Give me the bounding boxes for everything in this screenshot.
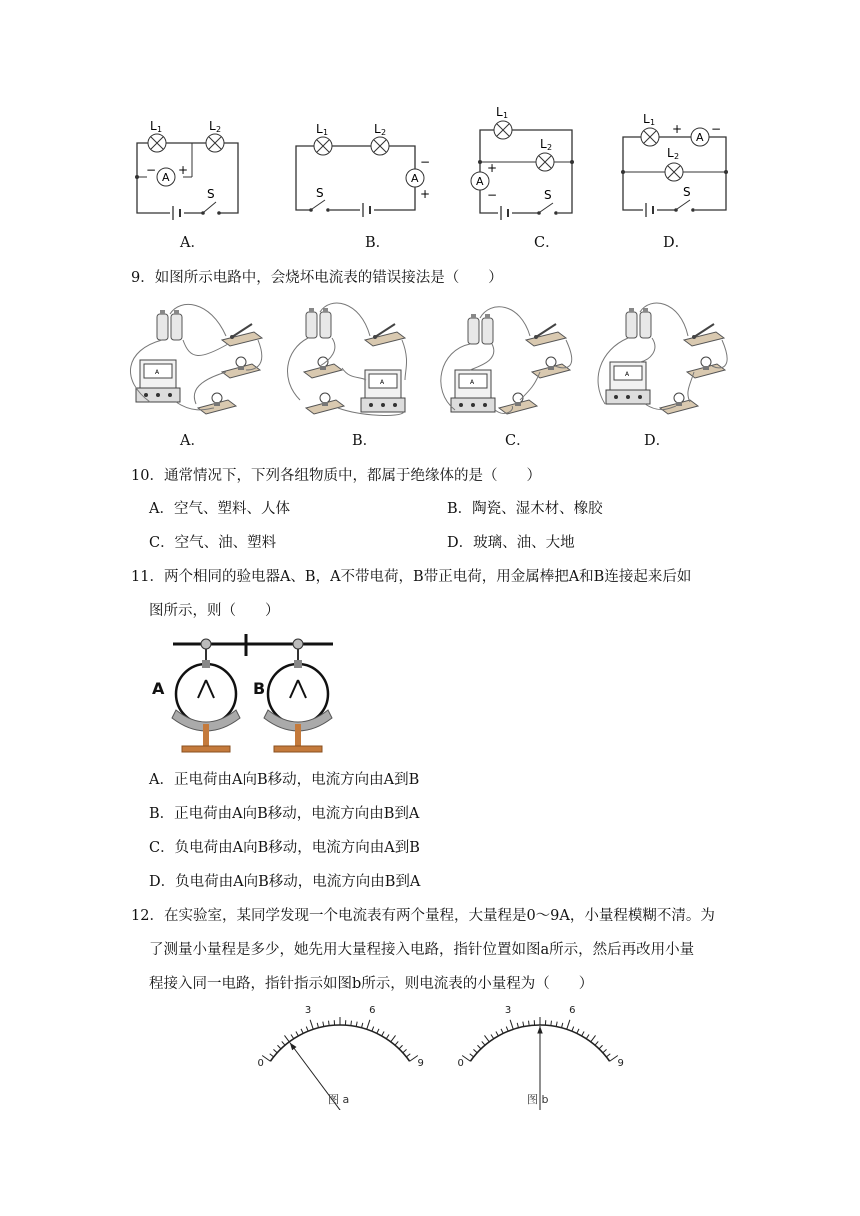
electroscope-figure (148, 632, 338, 757)
scale-tick (403, 1049, 407, 1052)
scale-tick (496, 1032, 498, 1036)
ammeter-icon (691, 128, 709, 146)
scale-tick (270, 1054, 274, 1057)
scale-tick (273, 1049, 277, 1052)
q11-option-a[interactable]: A．正电荷由A向B移动，电流方向由A到B (149, 772, 420, 788)
needle-b-head (537, 1026, 542, 1034)
scale-tick (595, 1041, 598, 1045)
scale-tick (277, 1045, 280, 1049)
svg-text:1: 1 (650, 118, 656, 127)
q8-option-c[interactable]: C． (534, 235, 560, 251)
lamp-icon (494, 121, 512, 139)
svg-text:L: L (496, 105, 503, 119)
electroscope-label-b: B (253, 679, 266, 698)
scale-tick (517, 1023, 518, 1028)
q11-option-b[interactable]: B．正电荷由A向B移动，电流方向由B到A (149, 806, 420, 822)
svg-text:S: S (544, 188, 552, 202)
q10-option-d[interactable]: D．玻璃、油、大地 (447, 535, 575, 551)
scale-label: 0 (457, 1057, 464, 1069)
svg-text:A: A (162, 171, 170, 184)
scale-tick (482, 1041, 485, 1045)
scale-label: 6 (369, 1005, 376, 1017)
scale-tick (562, 1023, 563, 1028)
q11-option-c[interactable]: C．负电荷由A向B移动，电流方向由A到B (149, 840, 420, 856)
scale-tick (282, 1041, 285, 1045)
lamp-icon (314, 137, 332, 155)
svg-text:1: 1 (503, 111, 509, 120)
fig-a-caption: 图 a (328, 1093, 350, 1106)
lamp-icon (148, 134, 166, 152)
q8-option-a[interactable]: A． (180, 235, 205, 251)
svg-text:1: 1 (157, 125, 163, 134)
svg-text:+: + (178, 163, 189, 177)
q9-stem: 9．如图所示电路中，会烧坏电流表的错误接法是（ ） (131, 270, 503, 286)
scale-tick (382, 1032, 384, 1036)
svg-text:L: L (667, 146, 674, 160)
q9-figure-b (288, 303, 407, 415)
scale-tick (399, 1045, 402, 1049)
scale-tick (551, 1021, 552, 1026)
scale-tick (301, 1029, 303, 1034)
electroscope-label-a: A (152, 679, 165, 698)
svg-text:A: A (696, 131, 704, 144)
svg-text:L: L (316, 122, 323, 136)
svg-text:2: 2 (547, 143, 553, 152)
scale-tick (591, 1035, 596, 1041)
q9-option-b[interactable]: B． (352, 433, 378, 449)
q9-figure-d (598, 303, 727, 414)
svg-text:2: 2 (674, 152, 680, 161)
q8-option-d[interactable]: D． (663, 235, 690, 251)
scale-tick (351, 1021, 352, 1026)
svg-text:L: L (643, 112, 650, 126)
svg-text:−: − (487, 188, 498, 202)
q9-apparatus-images: A (0, 300, 860, 425)
scale-tick (556, 1022, 557, 1027)
lamp-icon (371, 137, 389, 155)
scale-tick (501, 1029, 503, 1034)
scale-tick (296, 1032, 298, 1036)
svg-text:S: S (316, 186, 324, 200)
fig-b-caption: 图 b (527, 1093, 549, 1106)
q10-option-c[interactable]: C．空气、油、塑料 (149, 535, 277, 551)
circuit-c (471, 105, 574, 222)
svg-text:−: − (711, 122, 722, 136)
q10-option-a[interactable]: A．空气、塑料、人体 (149, 501, 290, 517)
q11-option-d[interactable]: D．负电荷由A向B移动，电流方向由B到A (149, 874, 421, 890)
scale-tick (586, 1035, 589, 1039)
scale-tick (529, 1021, 530, 1026)
q9-option-d[interactable]: D． (644, 433, 671, 449)
scale-tick (356, 1022, 357, 1027)
svg-text:S: S (207, 187, 215, 201)
svg-text:+: + (420, 187, 431, 201)
scale-tick (491, 1035, 494, 1039)
svg-text:L: L (150, 119, 157, 133)
ammeter-dials (240, 1005, 640, 1110)
scale-tick (577, 1029, 579, 1034)
scale-tick (567, 1020, 570, 1029)
circuit-b (296, 122, 430, 219)
ammeter-icon (406, 169, 424, 187)
scale-tick (291, 1035, 294, 1039)
scale-tick (603, 1049, 607, 1052)
q9-figure-c (441, 307, 572, 414)
circuit-a (135, 119, 238, 222)
lamp-icon (665, 163, 683, 181)
scale-tick (386, 1035, 389, 1039)
svg-text:S: S (683, 185, 691, 199)
scale-tick (391, 1035, 396, 1041)
scale-tick (523, 1022, 524, 1027)
scale-label: 9 (417, 1057, 424, 1069)
scale-tick (484, 1035, 489, 1041)
ammeter-icon (157, 168, 175, 186)
scale-label: 0 (257, 1057, 264, 1069)
q11-stem-line1: 11．两个相同的验电器A、B，A不带电荷，B带正电荷，用金属棒把A和B连接起来后如 (131, 569, 692, 585)
scale-tick (572, 1027, 574, 1032)
svg-text:L: L (374, 122, 381, 136)
lamp-icon (206, 134, 224, 152)
scale-tick (606, 1054, 610, 1057)
scale-tick (473, 1049, 477, 1052)
svg-text:1: 1 (323, 128, 329, 137)
q11-stem-line2: 图所示，则（ ） (149, 603, 280, 619)
svg-text:L: L (209, 119, 216, 133)
scale-arc (270, 1025, 409, 1061)
svg-text:A: A (476, 175, 484, 188)
scale-tick (510, 1020, 513, 1029)
lamp-icon (536, 153, 554, 171)
q8-circuits (0, 100, 860, 230)
scale-tick (406, 1054, 410, 1057)
q9-option-a[interactable]: A． (180, 433, 205, 449)
circuit-d (621, 112, 728, 219)
scale-label: 6 (569, 1005, 576, 1017)
scale-label: 3 (304, 1005, 312, 1017)
svg-text:−: − (420, 155, 431, 169)
scale-tick (395, 1041, 398, 1045)
scale-tick (599, 1045, 602, 1049)
scale-tick (506, 1027, 508, 1032)
q12-stem-line1: 12．在实验室，某同学发现一个电流表有两个量程，大量程是0～9A，小量程模糊不清。为 (131, 908, 715, 924)
q9-option-c[interactable]: C． (505, 433, 531, 449)
q8-option-b[interactable]: B． (365, 235, 391, 251)
scale-tick (329, 1021, 330, 1026)
svg-text:+: + (487, 161, 498, 175)
q10-option-b[interactable]: B．陶瓷、湿木材、橡胶 (447, 501, 603, 517)
scale-tick (306, 1027, 308, 1032)
svg-text:L: L (540, 137, 547, 151)
svg-text:+: + (672, 122, 683, 136)
scale-tick (317, 1023, 318, 1028)
scale-label: 3 (504, 1005, 512, 1017)
svg-text:2: 2 (216, 125, 222, 134)
svg-text:2: 2 (381, 128, 387, 137)
q12-stem-line3: 程接入同一电路，指针指示如图b所示，则电流表的小量程为（ ） (149, 976, 594, 992)
electroscope-a (172, 639, 240, 752)
q9-figure-a (130, 304, 262, 414)
scale-tick (582, 1032, 584, 1036)
electroscope-b (264, 639, 332, 752)
lamp-icon (641, 128, 659, 146)
scale-tick (372, 1027, 374, 1032)
scale-label: 9 (617, 1057, 624, 1069)
scale-tick (323, 1022, 324, 1027)
svg-text:A: A (411, 172, 419, 185)
q10-stem: 10．通常情况下，下列各组物质中，都属于绝缘体的是（ ） (131, 468, 541, 484)
scale-tick (284, 1035, 289, 1041)
needle-a-head (290, 1043, 297, 1051)
scale-tick (310, 1020, 313, 1029)
scale-tick (367, 1020, 370, 1029)
q12-stem-line2: 了测量小量程是多少，她先用大量程接入电路，指针位置如图a所示，然后再改用小量 (149, 942, 695, 958)
scale-tick (470, 1054, 474, 1057)
scale-tick (362, 1023, 363, 1028)
scale-tick (477, 1045, 480, 1049)
svg-text:−: − (146, 163, 157, 177)
scale-tick (377, 1029, 379, 1034)
